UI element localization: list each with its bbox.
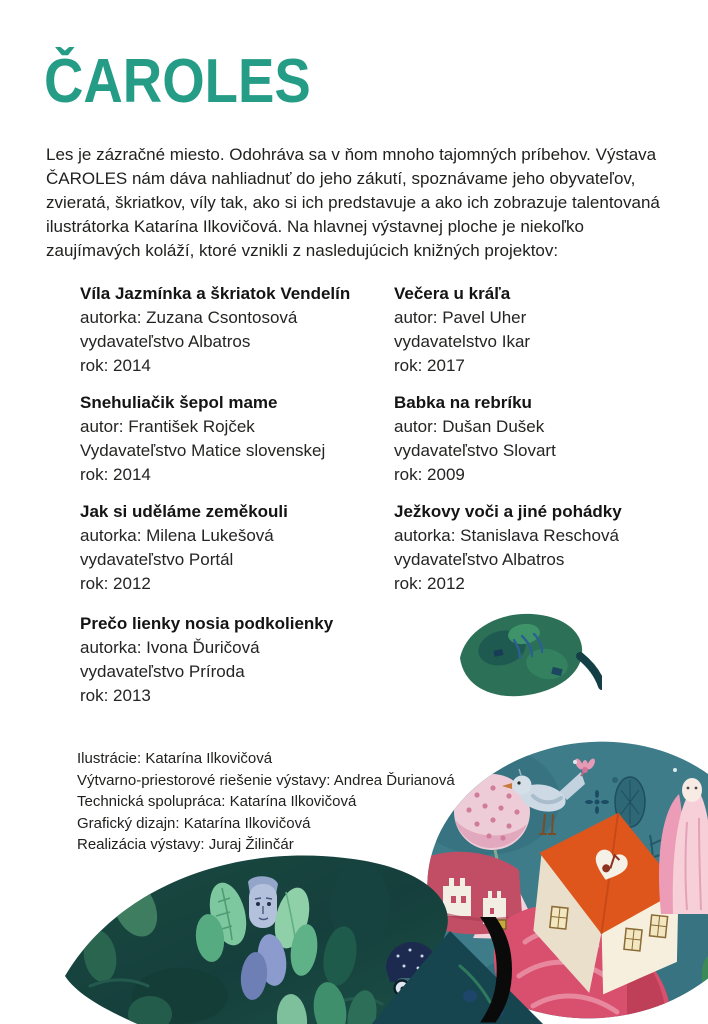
book-entry — [394, 391, 704, 487]
book-author: autorka: Zuzana Csontosová — [80, 308, 298, 327]
intro-paragraph: Les je zázračné miesto. Odohráva sa v ňom mnoho tajomných príbehov. Výstava ČAROLES nám dáva nahliadnuť do jeho zákutí, spoznávame jeho obyvateľov, zvieratá, škriatkov, víly tak, ako si ich predstavuje a ako ich zobrazuje talentovaná ilustrátorka Katarína Ilkovičová. Na hlavnej výstavnej ploche je niekoľko zaujímavých koláží, ktoré vznikli z nasledujúcich knižných projektov: — [46, 145, 660, 260]
book-publisher: vydavatelstvo Ikar — [394, 332, 531, 351]
book-publisher: vydavateľstvo Albatros — [80, 332, 251, 351]
book-title: Ježkovy voči a jiné pohádky — [394, 502, 622, 521]
book-year: rok: 2014 — [80, 356, 151, 375]
book-author: autorka: Ivona Ďuričová — [80, 638, 260, 657]
book-title: Babka na rebríku — [394, 393, 532, 412]
book-author: autor: Pavel Uher — [394, 308, 527, 327]
book-entry — [80, 282, 390, 378]
book-title: Víla Jazmínka a škriatok Vendelín — [80, 284, 351, 303]
book-author: autor: František Rojček — [80, 417, 255, 436]
leaf-stem — [580, 656, 602, 686]
book-publisher: vydavateľstvo Slovart — [394, 441, 556, 460]
book-year: rok: 2014 — [80, 465, 151, 484]
book-author: autor: Dušan Dušek — [394, 417, 545, 436]
leaf-illustration — [452, 606, 602, 706]
book-author: autorka: Stanislava Reschová — [394, 526, 619, 545]
book-year: rok: 2013 — [80, 686, 151, 705]
book-entry — [80, 612, 390, 708]
book-title: Snehuliačik šepol mame — [80, 393, 278, 412]
peeking-face — [248, 876, 278, 928]
book-publisher: vydavateľstvo Portál — [80, 550, 234, 569]
credit-line: Výtvarno-priestorové riešenie výstavy: Andrea Ďurianová — [77, 771, 455, 789]
book-publisher: vydavateľstvo Albatros — [394, 550, 565, 569]
credit-line: Ilustrácie: Katarína Ilkovičová — [77, 750, 273, 767]
credit-line: Realizácia výstavy: Juraj Žilinčár — [77, 836, 294, 853]
book-title: Prečo lienky nosia podkolienky — [80, 614, 334, 633]
tulip-face — [682, 778, 702, 802]
closing-parenthesis-glyph: ) — [480, 897, 518, 1023]
book-publisher: Vydavateľstvo Matice slovenskej — [80, 441, 326, 460]
book-year: rok: 2009 — [394, 465, 465, 484]
page-title: ČAROLES — [44, 47, 311, 116]
book-title: Večera u kráľa — [394, 284, 511, 303]
book-publisher: vydavateľstvo Príroda — [80, 662, 245, 681]
book-entry — [394, 282, 704, 378]
book-year: rok: 2017 — [394, 356, 465, 375]
book-entry — [80, 500, 390, 596]
book-year: rok: 2012 — [80, 574, 151, 593]
credit-line: Grafický dizajn: Katarína Ilkovičová — [77, 814, 311, 832]
book-year: rok: 2012 — [394, 574, 465, 593]
book-entry — [80, 391, 390, 487]
book-author: autorka: Milena Lukešová — [80, 526, 274, 545]
book-title: Jak si uděláme zeměkouli — [80, 502, 288, 521]
credit-line: Technická spolupráca: Katarína Ilkovičová — [77, 793, 357, 810]
book-entry — [394, 500, 704, 596]
